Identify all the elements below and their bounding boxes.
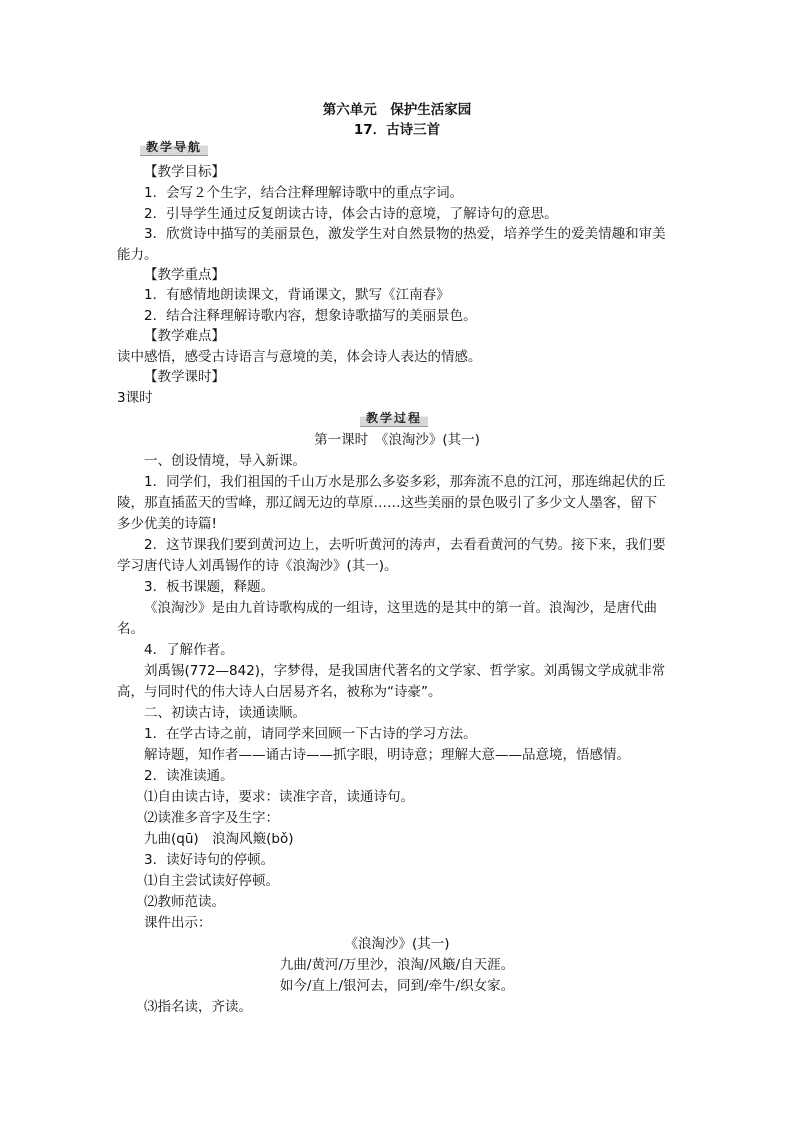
poem-title: 《浪淘沙》(其一) bbox=[344, 936, 450, 952]
paragraph-line: 《浪淘沙》是由九首诗歌构成的一组诗，这里选的是其中的第一首。浪淘沙，是唐代曲 bbox=[144, 600, 657, 616]
lesson-title: 17．古诗三首 bbox=[353, 122, 441, 138]
paragraph-line: 九曲(qū) 浪淘风簸(bǒ) bbox=[144, 831, 294, 847]
paragraph-line: 名。 bbox=[117, 621, 144, 637]
goals-heading: 【教学目标】 bbox=[144, 164, 225, 180]
keypoint-item: 2．结合注释理解诗歌内容，想象诗歌描写的美丽景色。 bbox=[144, 308, 477, 324]
goal-item-continued: 能力。 bbox=[117, 247, 158, 263]
paragraph-line: 陵，那直插蓝天的雪峰，那辽阔无边的草原……这些美丽的景色吸引了多少文人墨客，留下 bbox=[117, 495, 657, 511]
paragraph-line: 1．在学古诗之前，请同学来回顾一下古诗的学习方法。 bbox=[144, 726, 477, 742]
paragraph-line: 4．了解作者。 bbox=[144, 642, 234, 658]
section-heading: 二、初读古诗，读通读顺。 bbox=[144, 705, 306, 721]
difficulty-text: 读中感悟，感受古诗语言与意境的美，体会诗人表达的情感。 bbox=[117, 349, 482, 365]
first-class-title: 第一课时 《浪淘沙》(其一) bbox=[314, 432, 480, 448]
teaching-process-badge: 教学过程 bbox=[360, 410, 428, 427]
hours-text: 3课时 bbox=[117, 390, 153, 406]
paragraph-line: 1．同学们，我们祖国的千山万水是那么多姿多彩，那奔流不息的江河，那连绵起伏的丘 bbox=[144, 474, 666, 490]
section-heading: 一、创设情境，导入新课。 bbox=[144, 453, 306, 469]
paragraph-line: 学习唐代诗人刘禹锡作的诗《浪淘沙》(其一)。 bbox=[117, 558, 398, 574]
paragraph-line: 课件出示： bbox=[144, 915, 212, 931]
paragraph-line: ⑴自由读古诗，要求：读准字音，读通诗句。 bbox=[144, 789, 414, 805]
paragraph-line: 3．板书课题，释题。 bbox=[144, 579, 275, 595]
goal-item: 2．引导学生通过反复朗读古诗，体会古诗的意境，了解诗句的意思。 bbox=[144, 206, 558, 222]
paragraph-line: 2．读准读通。 bbox=[144, 768, 234, 784]
paragraph-line: 解诗题，知作者——诵古诗——抓字眼，明诗意；理解大意——品意境，悟感情。 bbox=[144, 747, 630, 763]
paragraph-line: 3．读好诗句的停顿。 bbox=[144, 852, 275, 868]
paragraph-line: 多少优美的诗篇! bbox=[117, 516, 217, 532]
paragraph-line: ⑴自主尝试读好停顿。 bbox=[144, 873, 279, 889]
teaching-nav-badge: 教学导航 bbox=[140, 139, 208, 156]
poem-line: 九曲/黄河/万里沙，浪淘/风簸/自天涯。 bbox=[279, 957, 515, 973]
paragraph-line: ⑵教师范读。 bbox=[144, 894, 225, 910]
paragraph-line: 2．这节课我们要到黄河边上，去听听黄河的涛声，去看看黄河的气势。接下来，我们要 bbox=[144, 537, 666, 553]
poem-line: 如今/直上/银河去，同到/牵牛/织女家。 bbox=[279, 978, 515, 994]
paragraph-line: ⑵读准多音字及生字： bbox=[144, 810, 279, 826]
paragraph-line: 刘禹锡(772—842)，字梦得，是我国唐代著名的文学家、哲学家。刘禹锡文学成就非常 bbox=[144, 663, 666, 679]
keypoints-heading: 【教学重点】 bbox=[144, 267, 225, 283]
paragraph-line: 高，与同时代的伟大诗人白居易齐名，被称为“诗豪”。 bbox=[117, 684, 442, 700]
goal-item: 3．欣赏诗中描写的美丽景色，激发学生对自然景物的热爱，培养学生的爱美情趣和审美 bbox=[144, 226, 666, 242]
goal-item: 1．会写２个生字，结合注释理解诗歌中的重点字词。 bbox=[144, 185, 464, 201]
keypoint-item: 1．有感情地朗读课文，背诵课文，默写《江南春》 bbox=[144, 287, 450, 303]
paragraph-line: ⑶指名读，齐读。 bbox=[144, 999, 252, 1015]
unit-title: 第六单元 保护生活家园 bbox=[322, 102, 472, 118]
hours-heading: 【教学课时】 bbox=[144, 369, 225, 385]
difficulty-heading: 【教学难点】 bbox=[144, 328, 225, 344]
